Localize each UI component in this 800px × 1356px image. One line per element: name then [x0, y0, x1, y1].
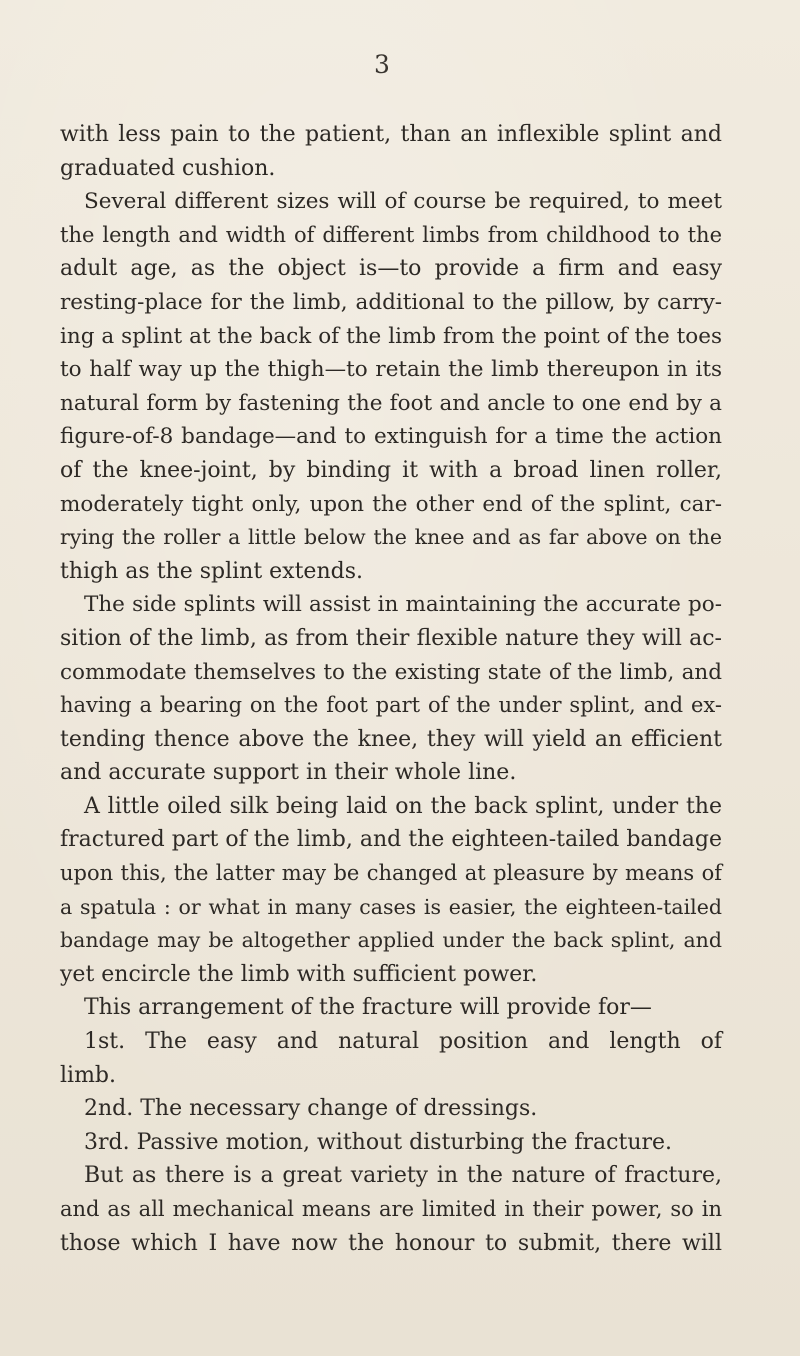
- text-line: 1st. The easy and natural position and length of: [84, 1029, 722, 1055]
- text-line: natural form by fastening the foot and ancle to one end by a: [60, 390, 722, 416]
- text-line: the length and width of different limbs from childhood to the: [60, 222, 722, 247]
- text-line: A little oiled silk being laid on the back splint, under the: [84, 793, 722, 819]
- text-line: resting-place for the limb, additional to the pillow, by carry-: [60, 289, 722, 315]
- text-line: sition of the limb, as from their flexible nature they will ac-: [60, 625, 722, 651]
- text-line: 3rd. Passive motion, without disturbing the fracture.: [84, 1129, 673, 1155]
- text-line: fractured part of the limb, and the eighteen-tailed bandage: [60, 827, 722, 853]
- text-line: tending thence above the knee, they will yield an efficient: [60, 726, 722, 752]
- text-line: graduated cushion.: [60, 155, 276, 181]
- text-line: figure-of-8 bandage—and to extinguish for a time the action: [60, 424, 722, 450]
- text-line: But as there is a great variety in the nature of fracture,: [84, 1163, 722, 1189]
- text-line: and as all mechanical means are limited in their power, so in: [60, 1197, 722, 1221]
- text-line: yet encircle the limb with sufficient power.: [60, 961, 538, 987]
- text-line: to half way up the thigh—to retain the limb thereupon in its: [60, 357, 722, 383]
- text-line: 2nd. The necessary change of dressings.: [84, 1096, 538, 1122]
- page-number: 3: [374, 50, 390, 79]
- text-line: a spatula : or what in many cases is easier, the eighteen-tailed: [60, 894, 722, 919]
- text-line: having a bearing on the foot part of the under splint, and ex-: [60, 693, 722, 718]
- text-line: thigh as the splint extends.: [60, 558, 363, 584]
- text-line: and accurate support in their whole line.: [60, 760, 517, 786]
- text-line: commodate themselves to the existing state of the limb, and: [60, 659, 722, 685]
- text-line: of the knee-joint, by binding it with a broad linen roller,: [60, 457, 722, 483]
- text-line: The side splints will assist in maintaining the accurate po-: [84, 592, 722, 618]
- text-line: This arrangement of the fracture will provide for—: [84, 995, 652, 1021]
- text-line: Several different sizes will of course be required, to meet: [84, 189, 722, 215]
- text-line: with less pain to the patient, than an inflexible splint and: [60, 122, 722, 147]
- text-line: those which I have now the honour to submit, there will: [60, 1230, 722, 1256]
- text-line: limb.: [60, 1062, 117, 1088]
- text-line: moderately tight only, upon the other end of the splint, car-: [60, 491, 722, 517]
- text-line: bandage may be altogether applied under the back splint, and: [60, 928, 722, 953]
- text-line: adult age, as the object is—to provide a firm and easy: [60, 256, 722, 282]
- text-line: ing a splint at the back of the limb from the point of the toes: [60, 323, 722, 349]
- body-text: [60, 118, 722, 1260]
- text-line: rying the roller a little below the knee and as far above on the: [60, 525, 722, 550]
- text-line: upon this, the latter may be changed at pleasure by means of: [60, 861, 722, 886]
